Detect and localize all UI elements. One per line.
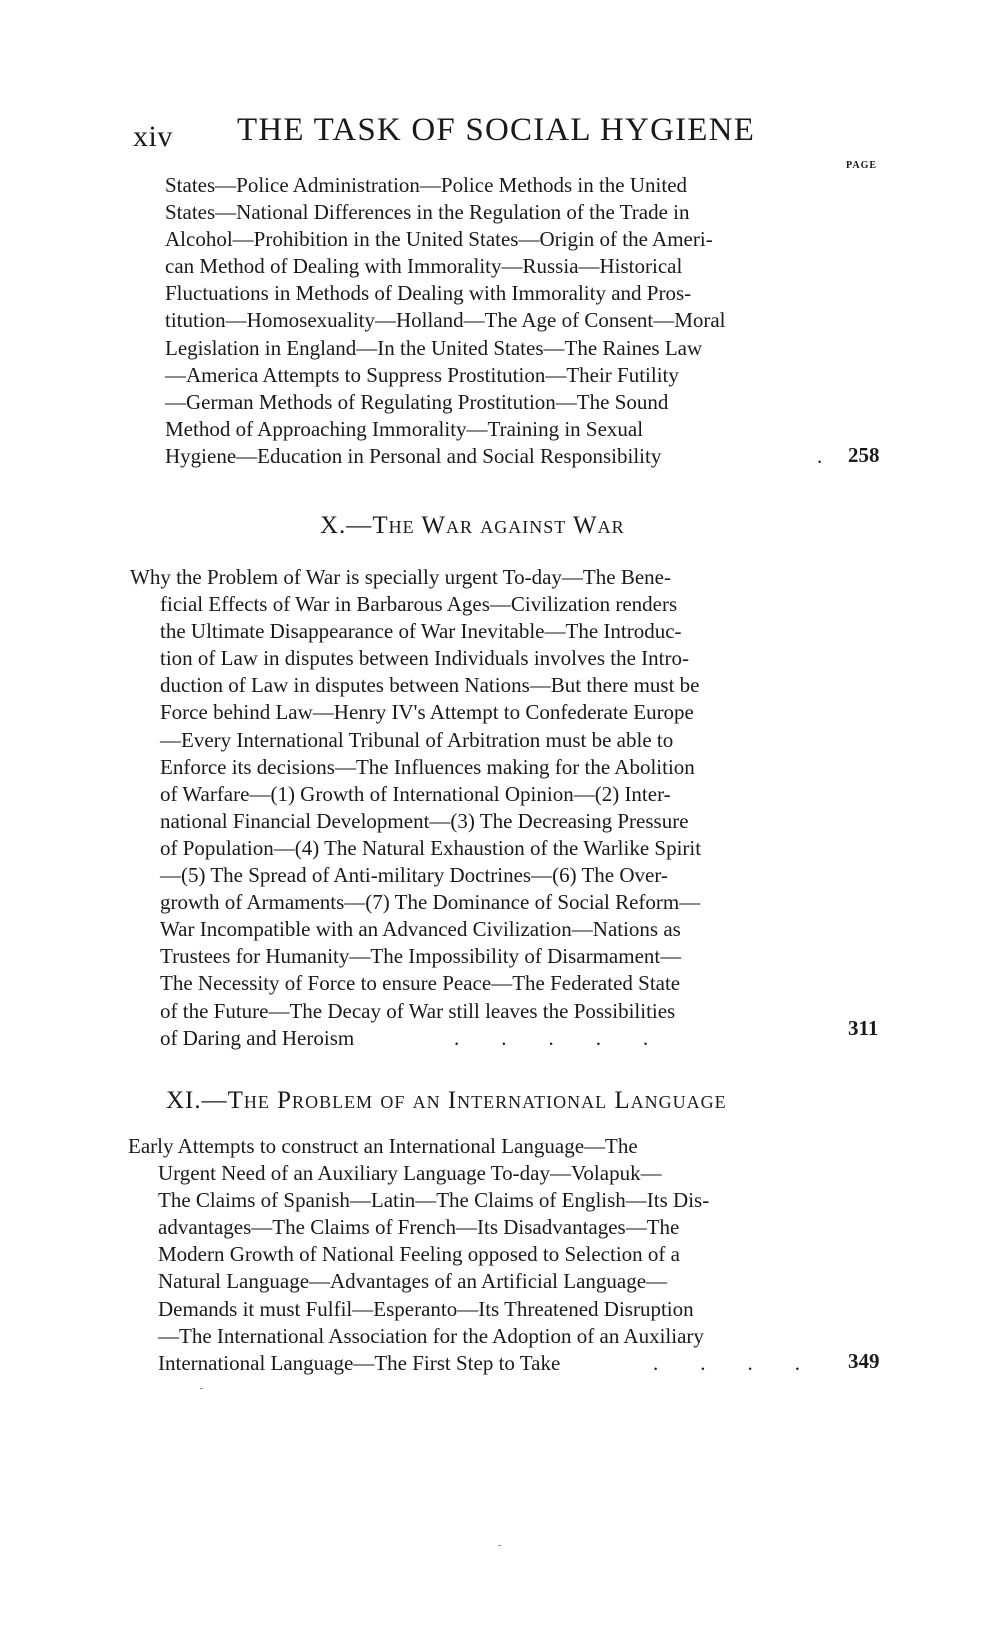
entry-line: Demands it must Fulfil—Esperanto—Its Threatened Disruption bbox=[158, 1296, 694, 1321]
chapter-label: XI.— bbox=[166, 1087, 228, 1114]
entry-line: the Ultimate Disappearance of War Inevitable—The Introduc- bbox=[160, 619, 682, 644]
chapter-heading bbox=[320, 512, 720, 540]
entry-line: duction of Law in disputes between Nations—But there must be bbox=[160, 673, 700, 698]
entry-line: States—Police Administration—Police Methods in the United bbox=[165, 173, 688, 197]
entry-line: The Claims of Spanish—Latin—The Claims of English—Its Dis- bbox=[158, 1188, 710, 1213]
entry-description bbox=[165, 172, 828, 470]
scan-speck bbox=[498, 1545, 501, 1546]
entry-line: Early Attempts to construct an International Language—The bbox=[128, 1134, 638, 1158]
entry-line: Method of Approaching Immorality—Training in Sexual bbox=[165, 416, 644, 441]
entry-line: Legislation in England—In the United States—The Raines Law bbox=[165, 335, 703, 360]
entry-line: of the Future—The Decay of War still leaves the Possibilities bbox=[160, 998, 676, 1023]
page-numeral: xiv bbox=[133, 120, 173, 153]
entry-line: titution—Homosexuality—Holland—The Age of Consent—Moral bbox=[165, 308, 726, 333]
entry-line: national Financial Development—(3) The Decreasing Pressure bbox=[160, 808, 689, 833]
entry-line: Alcohol—Prohibition in the United States—Origin of the Ameri- bbox=[165, 227, 713, 252]
entry-line: The Necessity of Force to ensure Peace—The Federated State bbox=[160, 971, 681, 996]
page-number: 349 bbox=[848, 1349, 880, 1373]
running-head bbox=[133, 112, 833, 162]
entry-line: —America Attempts to Suppress Prostitution—Their Futility bbox=[165, 362, 679, 387]
chapter-title: The Problem of an International Language bbox=[227, 1087, 727, 1114]
entry-line: tion of Law in disputes between Individuals involves the Intro- bbox=[160, 646, 689, 671]
entry-line: Urgent Need of an Auxiliary Language To-day—Volapuk— bbox=[158, 1161, 662, 1186]
toc-entry-continuation bbox=[165, 172, 828, 470]
entry-line: Why the Problem of War is specially urgent To-day—The Bene- bbox=[130, 565, 671, 589]
entry-line: Enforce its decisions—The Influences making for the Abolition bbox=[160, 754, 695, 779]
entry-line: Modern Growth of National Feeling opposed to Selection of a bbox=[158, 1242, 680, 1267]
dot-leaders: . . . . bbox=[653, 1350, 800, 1375]
entry-line: —The International Association for the Adoption of an Auxiliary bbox=[158, 1323, 704, 1348]
entry-line: States—National Differences in the Regulation of the Trade in bbox=[165, 200, 690, 225]
entry-line: War Incompatible with an Advanced Civilization—Nations as bbox=[160, 917, 681, 942]
page-number: 311 bbox=[848, 1016, 879, 1040]
entry-line: Force behind Law—Henry IV's Attempt to Confederate Europe bbox=[160, 700, 694, 725]
chapter-heading bbox=[166, 1087, 866, 1115]
entry-line: of Daring and Heroism bbox=[160, 1025, 355, 1050]
toc-entry-chapter-xi bbox=[128, 1133, 828, 1377]
chapter-label: X.— bbox=[320, 512, 373, 539]
entry-line: —(5) The Spread of Anti-military Doctrines—(6) The Over- bbox=[160, 863, 668, 888]
entry-line: can Method of Dealing with Immorality—Russia—Historical bbox=[165, 254, 683, 279]
entry-line: Trustees for Humanity—The Impossibility of Disarmament— bbox=[160, 944, 682, 969]
entry-line: —German Methods of Regulating Prostitution—The Sound bbox=[165, 389, 669, 414]
entry-line: International Language—The First Step to Take bbox=[158, 1350, 561, 1375]
page-column-label: PAGE bbox=[846, 160, 878, 171]
entry-line: Natural Language—Advantages of an Artificial Language— bbox=[158, 1269, 668, 1294]
entry-line: of Population—(4) The Natural Exhaustion of the Warlike Spirit bbox=[160, 835, 702, 860]
book-title: THE TASK OF SOCIAL HYGIENE bbox=[237, 112, 756, 148]
dot-leaders: . bbox=[817, 443, 823, 468]
page-number: 258 bbox=[848, 443, 880, 467]
chapter-title: The War against War bbox=[372, 512, 625, 539]
entry-description bbox=[130, 564, 828, 1052]
scan-speck bbox=[200, 1388, 203, 1389]
entry-line: Hygiene—Education in Personal and Social Responsibility bbox=[165, 443, 662, 468]
entry-line: advantages—The Claims of French—Its Disadvantages—The bbox=[158, 1215, 680, 1240]
dot-leaders: . . . . . bbox=[454, 1025, 649, 1050]
entry-line: —Every International Tribunal of Arbitration must be able to bbox=[160, 727, 674, 752]
entry-line: Fluctuations in Methods of Dealing with Immorality and Pros- bbox=[165, 281, 692, 306]
entry-line: growth of Armaments—(7) The Dominance of Social Reform— bbox=[160, 890, 701, 915]
entry-description bbox=[128, 1133, 828, 1377]
toc-entry-chapter-x bbox=[130, 564, 828, 1052]
entry-line: ficial Effects of War in Barbarous Ages—Civilization renders bbox=[160, 592, 678, 617]
entry-line: of Warfare—(1) Growth of International Opinion—(2) Inter- bbox=[160, 781, 671, 806]
